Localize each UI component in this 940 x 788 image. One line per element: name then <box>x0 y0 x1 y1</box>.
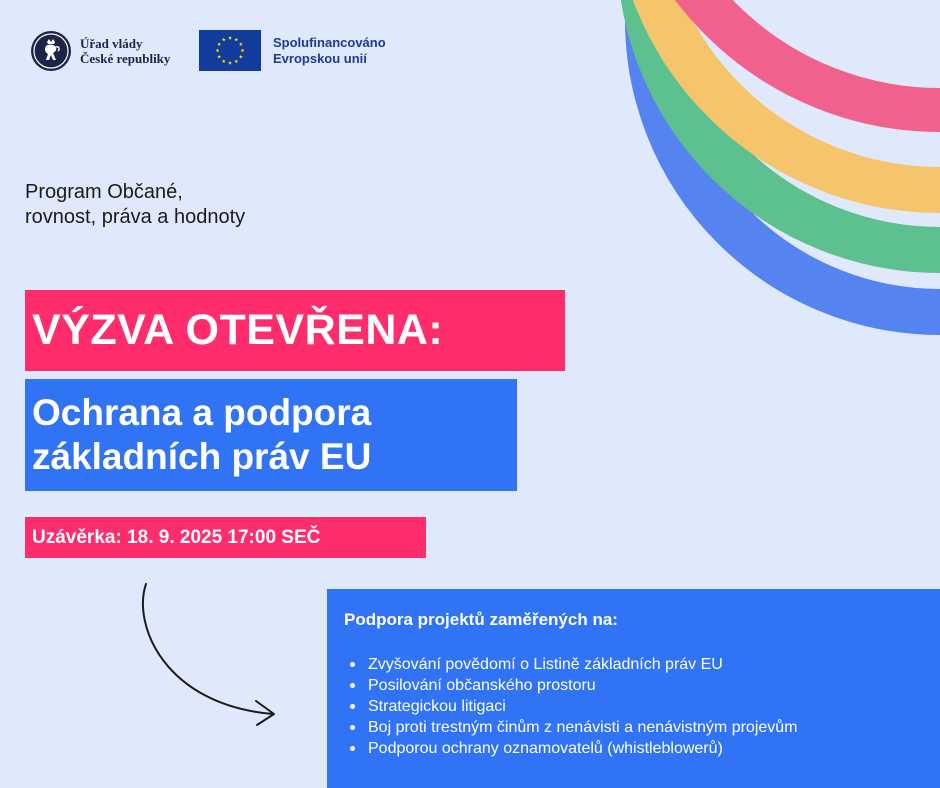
eu-logo-line2: Evropskou unií <box>273 50 367 66</box>
support-list-item: Podporou ochrany oznamovatelů (whistleblowerů) <box>344 738 940 759</box>
curved-arrow-icon <box>130 580 290 730</box>
gov-logo-line2: České republiky <box>80 51 171 66</box>
call-topic-line2: základních práv EU <box>32 436 372 477</box>
gov-logo-line1: Úřad vlády <box>80 36 143 51</box>
gov-logo <box>30 30 170 72</box>
program-line1: Program Občané, <box>25 181 183 203</box>
eu-logo <box>199 30 386 71</box>
support-box <box>327 589 940 788</box>
eu-logo-line1: Spolufinancováno <box>273 34 386 50</box>
support-list-item: Strategickou litigaci <box>344 696 940 717</box>
support-list <box>344 654 940 759</box>
call-topic-line1: Ochrana a podpora <box>32 392 372 433</box>
eu-logo-text <box>273 35 386 67</box>
gov-logo-text <box>80 36 170 66</box>
eu-flag-icon <box>199 30 261 71</box>
support-list-item: Boj proti trestným činům z nenávisti a nenávistným projevům <box>344 717 940 738</box>
czech-lion-emblem-icon <box>30 30 72 72</box>
support-list-item: Posilování občanského prostoru <box>344 675 940 696</box>
deadline-banner: Uzávěrka: 18. 9. 2025 17:00 SEČ <box>25 517 426 558</box>
support-title: Podpora projektů zaměřených na: <box>344 610 618 629</box>
program-name <box>25 180 245 230</box>
call-status-banner: VÝZVA OTEVŘENA: <box>25 290 565 371</box>
support-list-item: Zvyšování povědomí o Listině základních práv EU <box>344 654 940 675</box>
call-topic-banner <box>25 379 517 491</box>
program-line2: rovnost, práva a hodnoty <box>25 206 246 228</box>
